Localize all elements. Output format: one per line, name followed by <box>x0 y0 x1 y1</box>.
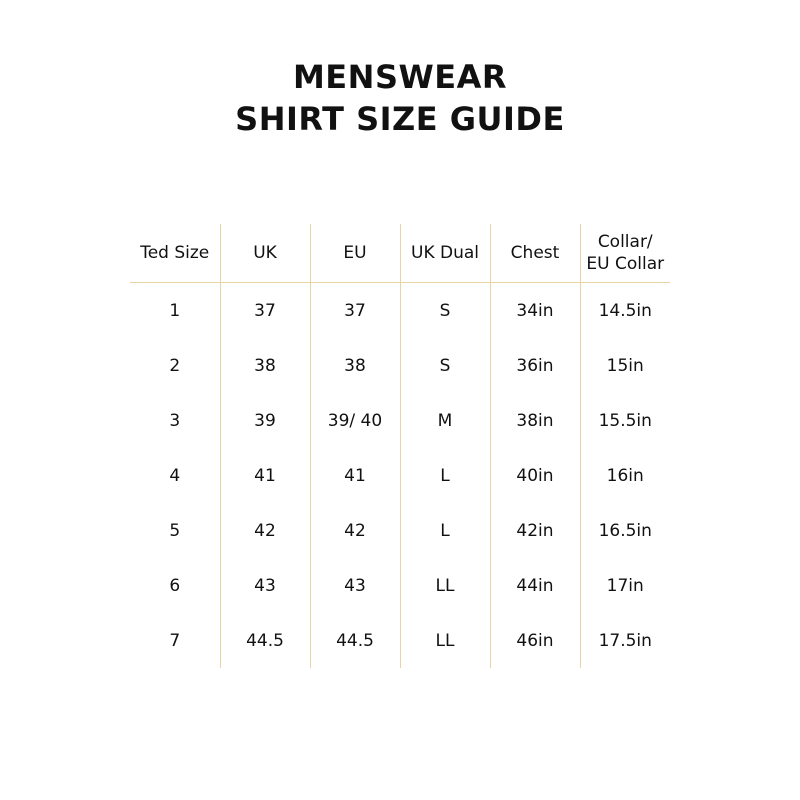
cell-eu: 41 <box>310 448 400 503</box>
cell-uk: 37 <box>220 283 310 339</box>
header-collar-line1: Collar/ <box>597 232 653 252</box>
cell-uk: 44.5 <box>220 613 310 668</box>
header-collar <box>580 224 670 283</box>
cell-ted-size: 5 <box>169 520 181 541</box>
header-eu: EU <box>310 224 400 283</box>
cell-collar: 15in <box>580 338 670 393</box>
header-uk-dual: UK Dual <box>400 224 490 283</box>
cell-chest: 46in <box>490 613 580 668</box>
header-uk: UK <box>220 224 310 283</box>
cell-ted-size: 7 <box>169 630 181 651</box>
cell-uk-dual: LL <box>400 558 490 613</box>
cell-collar: 17in <box>580 558 670 613</box>
table-row <box>130 338 670 393</box>
cell-eu: 43 <box>310 558 400 613</box>
cell-ted-size: 4 <box>169 465 181 486</box>
cell-chest: 36in <box>490 338 580 393</box>
table-row <box>130 613 670 668</box>
table-row <box>130 448 670 503</box>
cell-eu: 42 <box>310 503 400 558</box>
cell-eu: 38 <box>310 338 400 393</box>
cell-uk: 41 <box>220 448 310 503</box>
page-title: MENSWEAR <box>292 58 508 96</box>
cell-eu: 44.5 <box>310 613 400 668</box>
table-header-row <box>130 224 670 283</box>
cell-uk-dual: S <box>400 283 490 339</box>
cell-ted-size: 3 <box>169 410 181 431</box>
cell-chest: 38in <box>490 393 580 448</box>
cell-collar: 17.5in <box>580 613 670 668</box>
cell-collar: 16in <box>580 448 670 503</box>
cell-collar: 16.5in <box>580 503 670 558</box>
header-ted-size: Ted Size <box>130 224 220 283</box>
cell-uk-dual: M <box>400 393 490 448</box>
header-collar-line2: EU Collar <box>586 254 665 274</box>
header-chest: Chest <box>490 224 580 283</box>
cell-uk-dual: S <box>400 338 490 393</box>
cell-ted-size: 1 <box>169 300 181 321</box>
table-row <box>130 558 670 613</box>
cell-chest: 34in <box>490 283 580 339</box>
cell-uk-dual: LL <box>400 613 490 668</box>
cell-uk: 42 <box>220 503 310 558</box>
cell-uk: 38 <box>220 338 310 393</box>
cell-uk: 39 <box>220 393 310 448</box>
cell-chest: 42in <box>490 503 580 558</box>
cell-uk-dual: L <box>400 448 490 503</box>
cell-uk-dual: L <box>400 503 490 558</box>
cell-uk: 43 <box>220 558 310 613</box>
cell-eu: 39/ 40 <box>310 393 400 448</box>
table-row <box>130 503 670 558</box>
cell-chest: 44in <box>490 558 580 613</box>
size-guide-table <box>130 224 670 668</box>
table-row <box>130 393 670 448</box>
cell-ted-size: 6 <box>169 575 181 596</box>
cell-ted-size: 2 <box>169 355 181 376</box>
cell-eu: 37 <box>310 283 400 339</box>
cell-chest: 40in <box>490 448 580 503</box>
cell-collar: 14.5in <box>580 283 670 339</box>
cell-collar: 15.5in <box>580 393 670 448</box>
table-row <box>130 283 670 339</box>
page-subtitle: SHIRT SIZE GUIDE <box>235 100 565 138</box>
